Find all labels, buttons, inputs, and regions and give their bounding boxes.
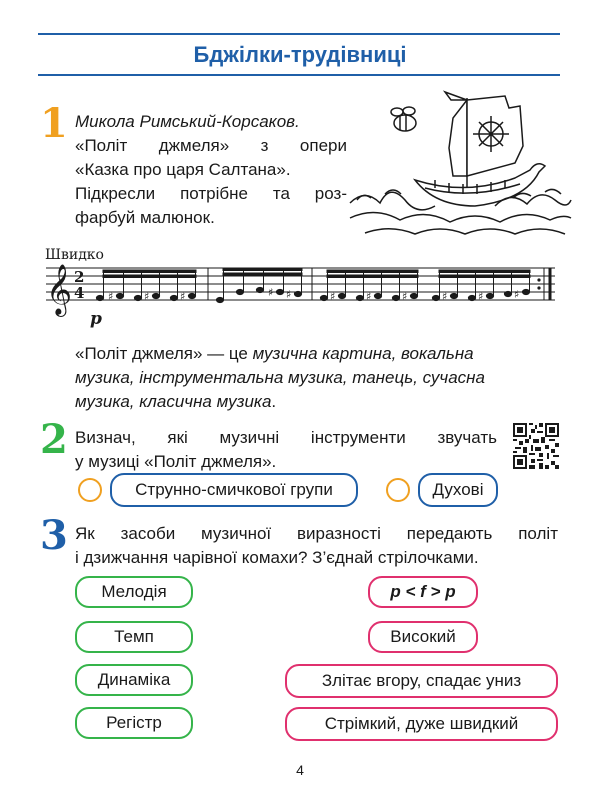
task3-line2: і дзижчання чарівної комахи? З’єднай стрілочками. bbox=[75, 548, 479, 567]
left-item-dynamics[interactable]: Динаміка bbox=[75, 664, 193, 696]
music-staff bbox=[40, 258, 560, 338]
task1-line2: «Політ джмеля» з опери bbox=[75, 136, 347, 155]
tempo-marking: Швидко bbox=[45, 247, 104, 263]
right-item-dynamics-formula[interactable]: p < f > p bbox=[368, 576, 478, 608]
svg-text:♯: ♯ bbox=[286, 288, 292, 301]
option2-box: Духові bbox=[418, 473, 498, 507]
task3-line1: Як засоби музичної виразності передають політ bbox=[75, 524, 558, 543]
task1-line3: «Казка про царя Салтана». bbox=[75, 160, 291, 179]
right-item-rise-fall[interactable]: Злітає вгору, спадає униз bbox=[285, 664, 558, 698]
answer-prefix: «Політ джмеля» — це bbox=[75, 344, 253, 363]
left-item-melody[interactable]: Мелодія bbox=[75, 576, 193, 608]
task2-line1: Визнач, які музичні інструменти звучать bbox=[75, 428, 497, 447]
top-rule bbox=[38, 33, 560, 35]
answer-options-3[interactable]: музика, класична музика bbox=[75, 392, 272, 411]
svg-text:♯: ♯ bbox=[478, 290, 484, 303]
svg-text:♯: ♯ bbox=[180, 290, 186, 303]
task1-line4: Підкресли потрібне та роз- bbox=[75, 184, 347, 203]
title-rule bbox=[38, 74, 560, 76]
time-sig-bottom: 4 bbox=[74, 284, 85, 302]
task-number-1: 1 bbox=[40, 100, 68, 147]
dynamic-marking: p bbox=[90, 309, 102, 329]
left-item-tempo[interactable]: Темп bbox=[75, 621, 193, 653]
task-number-2: 2 bbox=[40, 416, 68, 463]
task1-answer-line2[interactable]: музика, інструментальна музика, танець, сучасна bbox=[75, 368, 485, 387]
task1-line5: фарбуй малюнок. bbox=[75, 208, 215, 227]
qr-code-icon[interactable] bbox=[513, 423, 559, 469]
option1-box: Струнно-смичкової групи bbox=[110, 473, 358, 507]
svg-text:♯: ♯ bbox=[402, 290, 408, 303]
right-item-high[interactable]: Високий bbox=[368, 621, 478, 653]
task-number-3: 3 bbox=[40, 512, 68, 559]
svg-text:♯: ♯ bbox=[442, 290, 448, 303]
task1-answer-line3 bbox=[75, 390, 276, 414]
svg-text:♯: ♯ bbox=[330, 290, 336, 303]
task1-answer-line1 bbox=[75, 342, 474, 366]
page-number: 4 bbox=[296, 762, 304, 778]
right-item-fast[interactable]: Стрімкий, дуже швидкий bbox=[285, 707, 558, 741]
answer-options-1[interactable]: музична картина, вокальна bbox=[252, 344, 474, 363]
task1-line1: Микола Римський-Корсаков. bbox=[75, 112, 300, 131]
ship-illustration[interactable] bbox=[345, 88, 575, 238]
answer-end: . bbox=[271, 392, 277, 411]
option2-checkbox[interactable] bbox=[386, 478, 410, 502]
svg-text:♯: ♯ bbox=[268, 286, 274, 299]
left-item-register[interactable]: Регістр bbox=[75, 707, 193, 739]
task2-line2: у музиці «Політ джмеля». bbox=[75, 452, 277, 471]
bee-icon bbox=[394, 115, 416, 131]
treble-clef-icon: 𝄞 bbox=[46, 264, 73, 315]
page-title: Бджілки-трудівниці bbox=[193, 42, 407, 67]
svg-text:♯: ♯ bbox=[144, 290, 150, 303]
svg-text:♯: ♯ bbox=[514, 288, 520, 301]
svg-text:♯: ♯ bbox=[108, 290, 114, 303]
time-sig-top: 2 bbox=[74, 268, 85, 286]
svg-text:♯: ♯ bbox=[366, 290, 372, 303]
option1-checkbox[interactable] bbox=[78, 478, 102, 502]
